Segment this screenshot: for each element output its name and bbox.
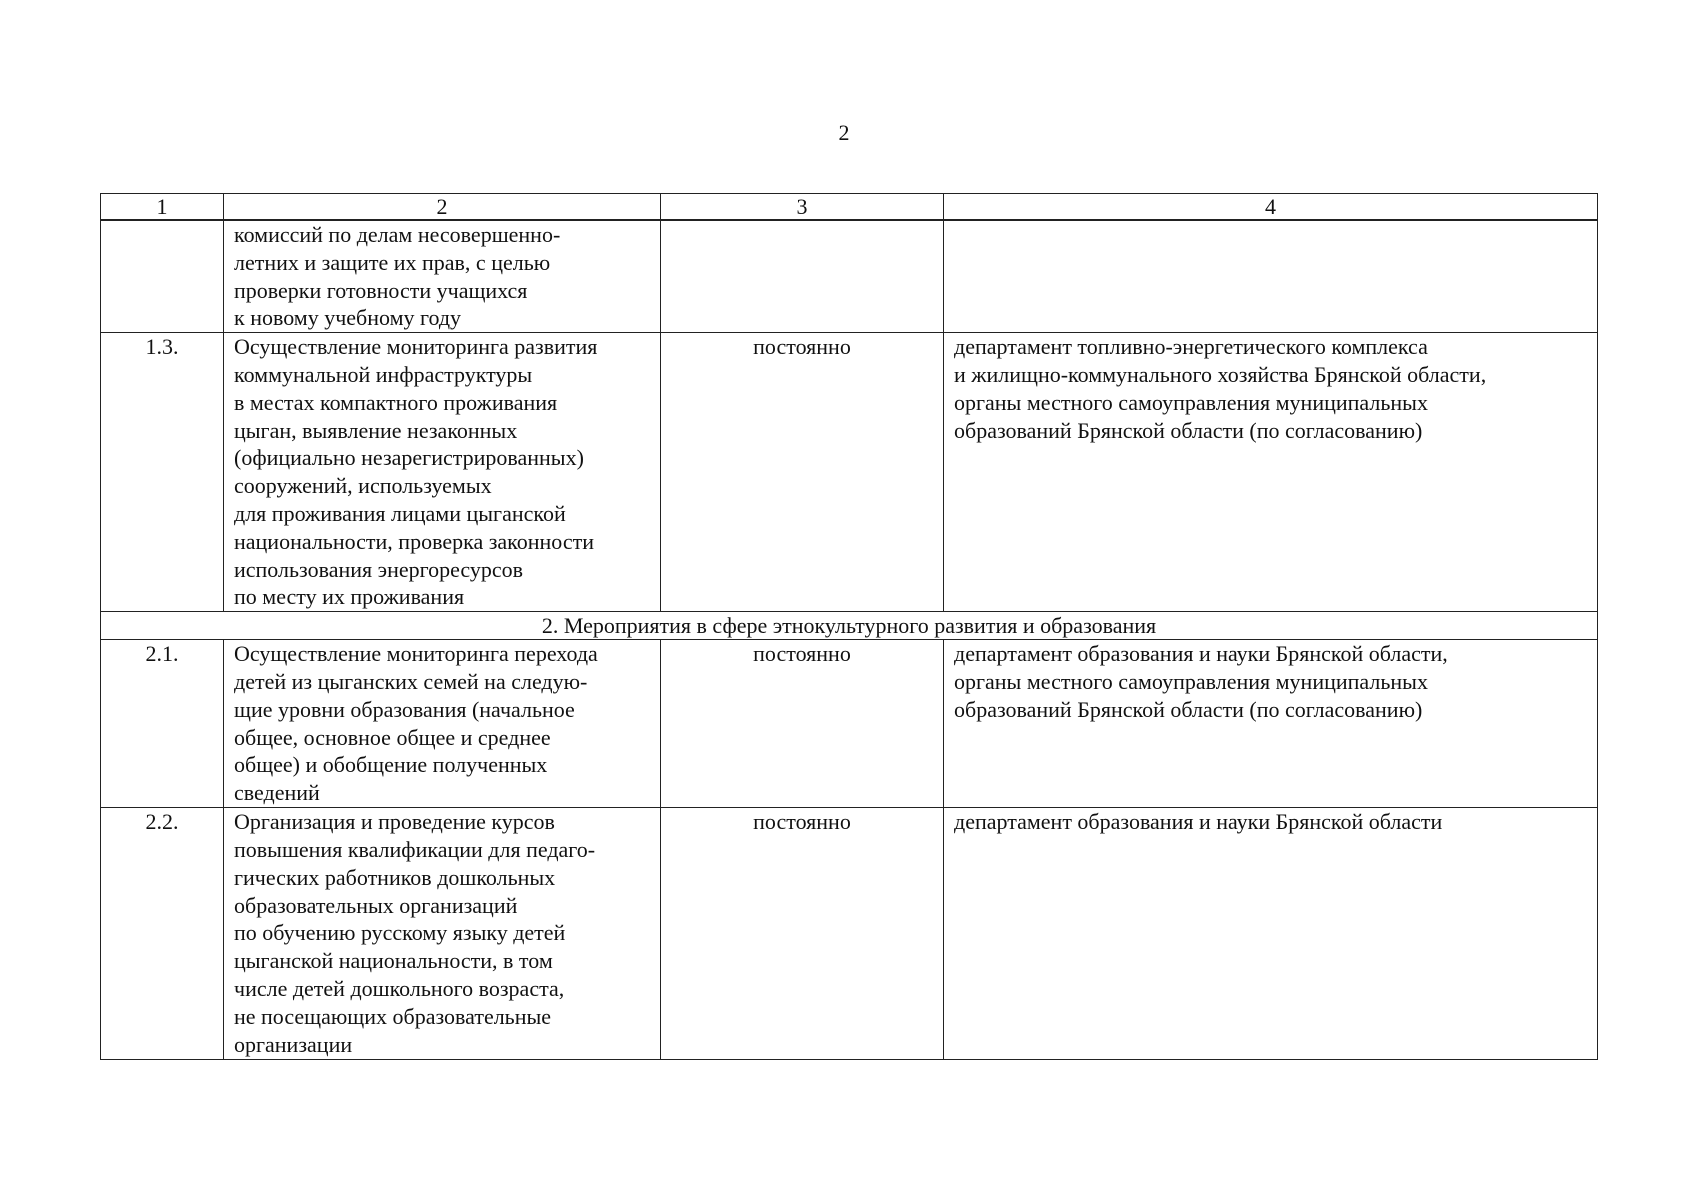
activity-cell: Организация и проведение курсов повышения квалификации для педаго- гических работников дошкольных образовательных организаций по обучению русскому языку детей цыганской национальности, в том числе детей дошкольного возраста, не посещающих образовательные организации [224,808,661,1060]
header-cell: 3 [661,194,944,221]
table-row [101,640,1598,808]
activity-cell: Осуществление мониторинга перехода детей из цыганских семей на следую- щие уровни образования (начальное общее, основное общее и среднее общее) и обобщение полученных сведений [224,640,661,808]
term-cell [661,220,944,333]
activity-cell: Осуществление мониторинга развития коммунальной инфраструктуры в местах компактного проживания цыган, выявление незаконных (официально незарегистрированных) сооружений, используемых для проживания лицами цыганской национальности, проверка законности использования энергоресурсов по месту их проживания [224,333,661,612]
row-number [101,220,224,333]
term-cell: постоянно [661,333,944,612]
responsible-cell: департамент образования и науки Брянской области [944,808,1598,1060]
responsible-cell: департамент топливно-энергетического комплекса и жилищно-коммунального хозяйства Брянской области, органы местного самоуправления муниципальных образований Брянской области (по согласованию) [944,333,1598,612]
measures-table [100,193,1598,1060]
table-row [101,220,1598,333]
term-cell: постоянно [661,640,944,808]
section-title: 2. Мероприятия в сфере этнокультурного развития и образования [101,612,1598,640]
row-number: 2.2. [101,808,224,1060]
header-cell: 1 [101,194,224,221]
header-cell: 4 [944,194,1598,221]
section-heading-row [101,612,1598,640]
term-cell: постоянно [661,808,944,1060]
header-cell: 2 [224,194,661,221]
activity-cell: комиссий по делам несовершенно- летних и защите их прав, с целью проверки готовности учащихся к новому учебному году [224,220,661,333]
row-number: 1.3. [101,333,224,612]
page-number: 2 [838,120,850,145]
table-header-row [101,194,1598,221]
table-row [101,808,1598,1060]
table-row [101,333,1598,612]
responsible-cell [944,220,1598,333]
row-number: 2.1. [101,640,224,808]
responsible-cell: департамент образования и науки Брянской области, органы местного самоуправления муниципальных образований Брянской области (по согласованию) [944,640,1598,808]
